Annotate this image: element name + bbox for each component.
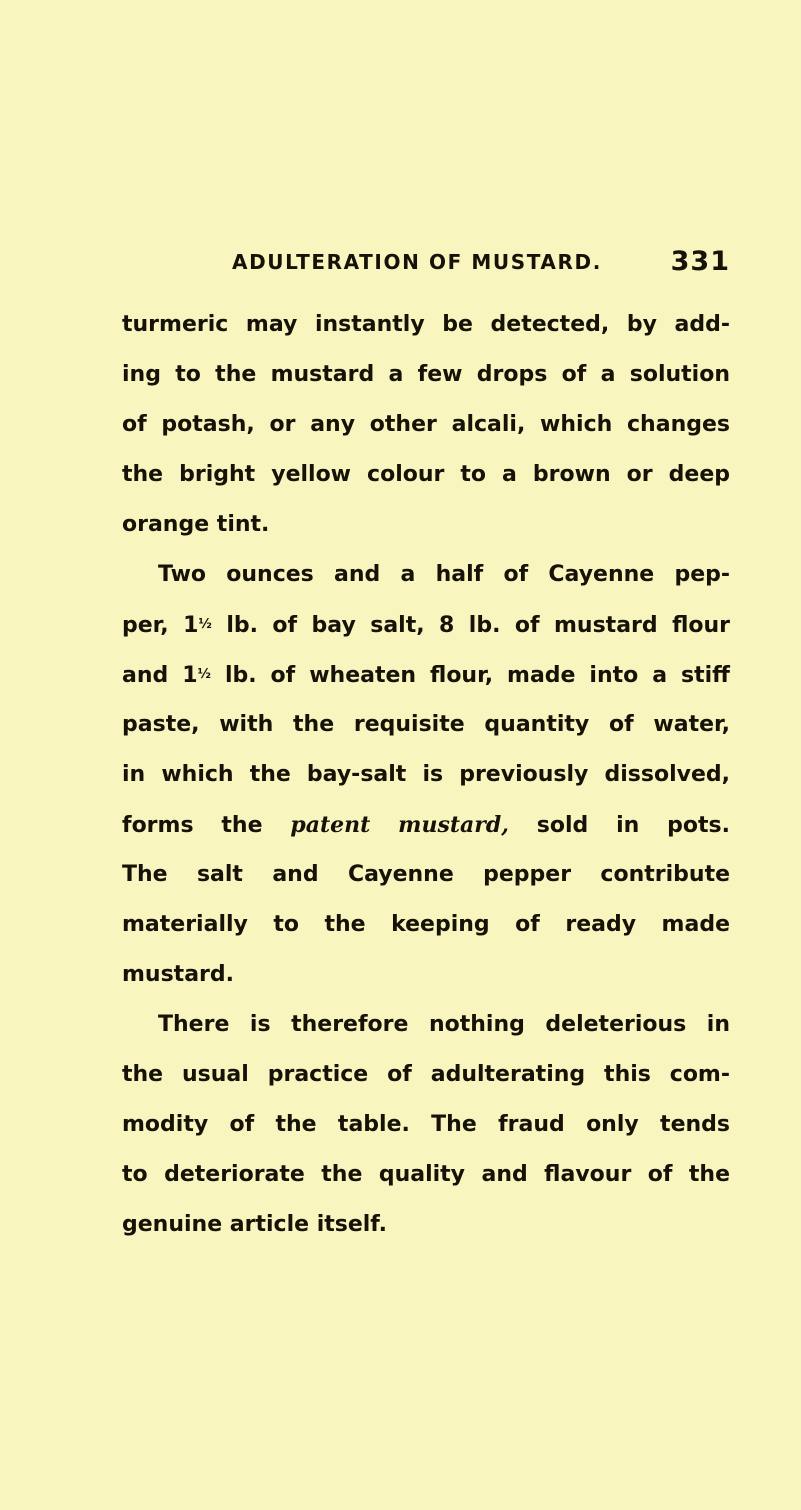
fraction: ½ (198, 617, 212, 632)
page-header (232, 248, 730, 288)
text-line: mustard. (122, 962, 234, 987)
text-line: the usual practice of adulterating this com- (122, 1062, 730, 1087)
running-head: ADULTERATION OF MUSTARD. (232, 250, 602, 274)
text-line (122, 800, 730, 850)
text-line (122, 600, 730, 650)
italic-phrase: patent mustard, (290, 812, 509, 838)
text-line: modity of the table. The fraud only tends (122, 1112, 730, 1137)
text-line: orange tint. (122, 512, 270, 537)
text-line: ing to the mustard a few drops of a solution (122, 362, 730, 387)
text-line: paste, with the requisite quantity of water, (122, 712, 730, 737)
fraction: ½ (197, 667, 211, 682)
text-line: genuine article itself. (122, 1212, 388, 1237)
text-fragment: lb. of bay salt, 8 lb. of mustard flour (211, 613, 731, 638)
text-line: the bright yellow colour to a brown or deep (122, 462, 730, 487)
text-fragment: per, 1 (122, 613, 199, 638)
page-number: 331 (670, 246, 730, 277)
text-fragment: lb. of wheaten flour, made into a stiff (211, 663, 730, 688)
text-fragment: sold in pots. (508, 813, 731, 838)
text-line: There is therefore nothing deleterious in (158, 1012, 730, 1037)
text-line: turmeric may instantly be detected, by add- (122, 312, 730, 337)
text-line: of potash, or any other alcali, which changes (122, 412, 730, 437)
text-fragment: and 1 (122, 663, 198, 688)
text-line: Two ounces and a half of Cayenne pep- (158, 562, 730, 587)
body-text (122, 300, 730, 1250)
text-fragment: forms the (122, 813, 291, 838)
text-line (122, 650, 730, 700)
text-line: The salt and Cayenne pepper contribute (122, 862, 730, 887)
text-line: materially to the keeping of ready made (122, 912, 730, 937)
text-line: in which the bay-salt is previously dissolved, (122, 762, 730, 787)
text-line: to deteriorate the quality and flavour of the (122, 1162, 730, 1187)
